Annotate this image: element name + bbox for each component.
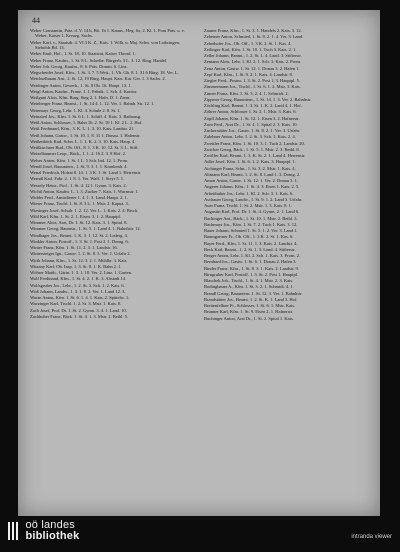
register-entry: Zwölfer Karl, Beamt. 1. 3. K. St. 2. 1. Land 4. Herrenstr. bbox=[204, 153, 306, 158]
register-entry: Weber Constantin, Präz. d. V. 14 b, Bö. 1b 1. Knaus., Heg. 6x, 2. Kl. 1. Frau Präs. u. v. Weber, Kaiser 1, Kreuzg. Sachs. bbox=[30, 28, 185, 39]
register-entry: Weinberger Franz, Beamt., 1. St. 14 4. 1. 12. Ver. 1. Bahnh. Str. 12. 1. bbox=[30, 101, 155, 107]
register-entry: Wöhrer Matth., Gärtn. 1. 3. 1. 10. Ver. 2. Linz. 1. Garten. bbox=[30, 270, 132, 276]
register-entry: Aschauer Georg, Landw., 1. St. 9. 1. 2. Land 3. Urfahr. bbox=[204, 196, 303, 202]
library-logo[interactable] bbox=[8, 520, 79, 542]
register-entry: Wimmer Alois, Arzt, Dr. 1. St. 12. Kais. 3. 1. Spital. 8. bbox=[30, 220, 128, 226]
register-entry: Bachinger Ant., Bäck., 1. St. 10. 1. Mstr. 2. Bethl. 3. bbox=[204, 215, 298, 221]
register-entry: Werndl Karl, Fabr. 2. 1. 8. 1. Ver. Waff. 1. Steyr 5. 1. bbox=[30, 176, 125, 182]
register-entry: Wenzl Friedrich, Hofrat 8. 14. 1. 3 K. 1. St. Land 1. Herrenstr. bbox=[30, 170, 142, 176]
register-entry: Bayer Ferd., Kfm. 1. St. 11. 1. 3. Kais. 2. Landstr. 4. bbox=[204, 240, 298, 246]
register-entry: Zipperer Georg, Bauuntern., 1. St. 14. 1. 3. Ver. 2. Bahnhstr. bbox=[204, 96, 312, 102]
register-entry: Zorn Ferd., Arzt Dr., 1. St. 4. 1. Spital 2. 3. Kais. 10. bbox=[204, 121, 298, 127]
register-entry: Wintersteiger Ign., Gastw. 1. 2. St. 8. 3. Ver. 1. Urfahr 2. bbox=[30, 251, 131, 257]
register-entry: Zulehner Anton, Lehr. 1. 2. St. 3. Sch. 1. Kais. 2. 4. bbox=[204, 134, 296, 140]
register-entry: Bachmayr Jos., Kfm. 1. St. 7. 2. Tuch 1. Kais. 3. 12. bbox=[204, 221, 298, 227]
register-entry: Birngruber Karl, Postoff. 1. 3. St. 2. Post 1. Hauptpl. bbox=[204, 271, 299, 277]
register-entry: Wegscheider Josef, Kfm., 1. St. 3. 7. 5 Weit., 1. Vh. Gb. 8. 1. 31 6 Bürg. 18. Ver. L. bbox=[30, 70, 179, 76]
register-entry: Amon Anton, Gastw. 1. St. 12. 1. Ver. 2. Donau 3. 1. bbox=[204, 178, 298, 183]
register-entry: Wurzinger Karl, Tischl. 1. 2. St. 3. Mstr. 1. Kais. 8. bbox=[30, 301, 122, 307]
register-entry: Wolf Ferdinand, Kfm., 1. St. 4. 2. 1. K. 3. Altstadt 14. bbox=[30, 276, 127, 282]
register-entry: Wolfsgruber Jos., Lehr., 1. 2. St. 3. Sch. 1. 2. Kais. 6. bbox=[30, 282, 125, 288]
register-entry: Auer Franz, Tischl. 1. St. 2. Mstr. 1. 3. Kais. 8. 1. bbox=[204, 203, 292, 208]
register-entry: Weißenböck Karl, Schn. L. 1. 1. K. 2. 3. 10. Kais. Haup. 4. bbox=[30, 138, 136, 144]
register-entry: Winter Franz, Kfm. 1. St. 11. 2. 3. 1. Landstr. 16. bbox=[30, 245, 118, 251]
register-entry: Witzany Karl, Ob. Insp. 1. 3. St. 8. 1. K. Bahn 2. 1. bbox=[30, 263, 122, 269]
register-entry: Brandstätter Jos., Beamt. 1. 2. St. K. 1. Land 3. Hof. bbox=[204, 296, 298, 302]
register-entry: Welser Anton, Kfm. 1. St. 1 L. 5 Sch. Ind. 12. 1. Prom. bbox=[30, 157, 129, 163]
register-entry: Zimmermann Jos., Tischl., 1. St. 6. 1. 2. Mstr. 3. Kais. bbox=[204, 84, 301, 90]
register-entry: Baumgartner Fr., Ob. Off., 1. 3 K. 2. St. 1. Kas. 6. bbox=[204, 234, 294, 240]
register-entry: Windhager Jos., Beamt. 1. K. 3. 1. 12. St. 2. Lederg. 4. bbox=[30, 232, 128, 238]
register-entry: Wöß Johann, Landw., 1. 3. 1. 8. 2. Ver. 1. Land 12. 3. bbox=[30, 288, 126, 294]
register-entry: Zach Josef, Prof. Dr. 1. St. 2. Gymn. 3. 4. 1. Land. 10. bbox=[30, 307, 127, 313]
register-entry: Weidinger Anton, Gewerb., 1. St. 8 Ob. 16. Haupt. 13. 1. bbox=[30, 82, 132, 88]
register-entry: Bodingbauer A., Kfm. 1. St. 3. 2. 1. Schmidt. 4. 1. bbox=[204, 284, 294, 290]
register-entry: Weichselbaum Ant., 2. St. 12, 19 Bürg. Haupt. Kais. Kat. Ger. 1. 3 Sachs. 2. bbox=[30, 76, 166, 82]
register-entry: Zuckerstätter Jos., Gastw. 1. St. 8. 2. 1. Ver. 3. Urfahr. bbox=[204, 128, 301, 133]
register-entry: Zöpfl Johann, Kfm. 1. St. 12. 1. Eisen 3. 2. Hafnerstr. bbox=[204, 115, 300, 121]
viewer-brand-label: intranda viewer bbox=[351, 534, 392, 540]
register-entry: Brandl Georg, Bauuntern. 1. St. 12. 3. Ver. 1. Bahnhstr. bbox=[204, 290, 303, 296]
register-entry: Blaschek Joh., Tischl., 1. St. 4. 1. Mstr. 2. 3. Kais. bbox=[204, 278, 294, 283]
register-entry: Buchinger Anton, Arzt Dr., 1. St. 2. Spital 1. Kais. bbox=[204, 315, 294, 321]
register-entry: Zwicker Georg, Bäck., 1. St. 5. 1. Mstr. 2. 3. Bethl. 8. bbox=[204, 146, 300, 152]
register-entry: Weber Karl, v., Staatsdr. 4. VI 3 K. Z., Kais. 1. Wilh. u. Maj. Schw. von Lothringen, Siebolds Bd. 13. bbox=[30, 39, 180, 51]
register-entry: Weinzierl Jos., Kfm. 1. St. 6 L. 1. Schiff. 4. Kais. 3. Rathausg. bbox=[30, 113, 142, 119]
register-entry: Weixelbaumer Leop., Bäck., 1. 1. 2. 16 2. 3. 9 Hof. 2. bbox=[30, 151, 126, 157]
register-entry: Zeller Johann, Beamt., 1. 2. St. 1. 4. Land. 3. Stifterstr. bbox=[204, 53, 302, 58]
register-entry: Wessely Heinr., Prof., 1. St. 4. 12 1. Gymn. 3. Kais. 2. bbox=[30, 182, 127, 188]
register-entry: Bernhard Jos., Gastw. 1. St. 6. 1. Donau 2. Hafen 3. bbox=[204, 259, 297, 265]
register-entry: Weber Franz, Kaufm., 1. St. 8 L. Scheibe. Bürgerh. 3 L. 3. 12. Ring. Handel. bbox=[30, 57, 168, 63]
logo-text-line2: bibliothek bbox=[25, 530, 80, 542]
register-entry: Weilguni Alois, Kfm. Burg. Steg 2. 1. Hafn. D. 1. Zentr. bbox=[30, 95, 131, 101]
register-entry: Ziegler Ferd., Postm. 1. 3. St. 2. Post 1. 3. Hauptpl. 5. bbox=[204, 78, 300, 83]
register-entry: Arbeithuber Jos., Lehr. 1. Kl. 2. Sch. 3. 1. Kais. 6. bbox=[204, 190, 294, 196]
register-entry: Augustin Karl, Prof. Dr. 1. St. 4. Gymn. 2. 1. Land 6. bbox=[204, 209, 300, 215]
register-entry: Wirth Johann, Kfm., 1. St. 12. 3. 2. 1. Mühlkr. 3. Kais. bbox=[30, 257, 128, 263]
register-entry: Weiß Anton, Schlosser, 1. Bahn 16. 2. St. 10 1. Kl. 2 L. 2. Hof. bbox=[30, 120, 143, 126]
register-entry: Zöhrer Anton, Schlosser 1. St. 2. 1. Mstr. 3. Kais. 6. bbox=[204, 109, 297, 115]
register-entry: Widder Ferd., Amtsdiener 1. 4. 1. 3. Land. Haupt. 2. 1. bbox=[30, 195, 128, 201]
register-entry: Wendl Josef, Bauuntern., 1. St. 9. 3. 1. 1. Krankenh. 4. bbox=[30, 163, 128, 169]
register-entry: Weiß Ferdinand, Kfm., 3. K. L. 1. 3. 10. Kais. Landstr. 21. bbox=[30, 126, 135, 132]
register-entry: Zauner Franz, Kfm., 1. St. 3. 1. Handels 2. Kais. 3. 12. bbox=[204, 28, 302, 33]
library-logo-icon bbox=[8, 522, 18, 540]
register-entry: Winkler Anton, Postoff., 1. 3. St. 1. Post 2. 1. Domg. 6. bbox=[30, 238, 129, 244]
register-entry: Aichinger Franz, Schn., 1. St. 3. 2. Mstr. 1. Kais. 4. bbox=[204, 165, 296, 171]
logo-text-line1: oö landes bbox=[25, 519, 75, 531]
register-entry: Weiß Johann, Gastw., 1. St. 10. 1. 8. 11 1. Donau. 1. Hafenstr. bbox=[30, 132, 141, 138]
left-text-column bbox=[30, 28, 190, 492]
register-entry: Weber Joh. Georg, Kaufm., 8. 6. Präs. Domin. 6. Linz. bbox=[30, 63, 128, 69]
register-entry: Zinner Franz, Kfm. 1. St. 3. 2. 4. 1. Schmidt. 2. bbox=[204, 90, 289, 96]
register-entry: Zwettler Franz, Kfm. 1. St. 10. 3. 1. Tuch 2. Landstr. 20. bbox=[204, 140, 305, 146]
register-entry: Altmann Karl, Beamt. 1. 2. St. 8. Land 1. 3. Domg. 2. bbox=[204, 171, 301, 177]
register-entry: Wichtl Anton, Kaufm. L. 1. 3. Zucker 7. Kais. 1. Wurmstr. 1. bbox=[30, 188, 139, 194]
register-entry: Weber Emil, Hof., 1. St. 18, 10. Staatsrat, Kaiser Thronf. 1. bbox=[30, 51, 136, 57]
register-entry: Wimmer Georg, Baumstr., 1. St. 5. 1. Land 4. 1. Bahnhstr. 12. bbox=[30, 226, 141, 232]
register-entry: Zenz Anton, Gastw. 1. St. 12. 1. Donau 3. 2. Hafen 1. bbox=[204, 65, 300, 71]
register-entry: Weinmayr Georg, Lehr. 1. Kl. 4. Schule 2. 8. St. 1. bbox=[30, 107, 121, 113]
right-text-column bbox=[204, 28, 364, 492]
register-entry: Bauer Johann, Schmied 1. St. 5. 1. 2. Ver. 3. Land 1. bbox=[204, 228, 298, 233]
register-entry: Zehethofer Jos., Ob. Off., 1. 3 K. 2. St. 1. Kas. 4. bbox=[204, 40, 292, 46]
register-entry: Zöchling Karl, Beamt. 1. 3. St. 1. K. 2. Land 4. 1. Hof. bbox=[204, 103, 302, 108]
register-entry: Adler Josef, Kfm. 1. St. 6. 1. 2. Kais. 3. Hauptpl. 1. bbox=[204, 159, 296, 165]
register-entry: Berger Anton, Lehr. 1. Kl. 2. Sch. 1. Kais. 3. Prom. 2. bbox=[204, 253, 300, 258]
register-entry: Wild Karl, Kfm. 1. St. 2. 1. Eisen. 3. 1. 2. Hauptpl. bbox=[30, 213, 121, 219]
register-entry: Zepf Karl, Kfm., 1. St. 9. 2. 1. Kais. 4. Landstr. 8. bbox=[204, 71, 293, 77]
register-entry: Brunner Karl, Kfm. 1. St. 9. Eisen 2. 1. Hafnerstr. bbox=[204, 309, 293, 315]
register-entry: Breitenfellner Fr., Schlosser, 1. St. 6. 1. Mstr. Kais. bbox=[204, 303, 296, 308]
page-number: 44 bbox=[32, 16, 40, 25]
register-entry: Zachhuber Franz, Bäck. 1. St. 4. 1. 3. Mstr. 2. Bethl. 5. bbox=[30, 313, 128, 319]
register-entry: Wiesinger Josef, Schulr. 1. 2. 12. Ver. L. 1. Kais. 2. 4. Bisch. bbox=[30, 207, 139, 213]
register-entry: Wurm Anton, Kfm. 1. St. 6. 1. 4. 1. Kais. 2. Spittelw. 1. bbox=[30, 295, 130, 301]
register-entry: Angerer Johann, Kfm., 1. St. 4. 3. Eisen 1. Kais. 2. 5. bbox=[204, 184, 300, 190]
register-entry: Weißkirchner Rud., Ob. Off., 8. 1. 3 K. 10. 12. St. 3. L. Stift. bbox=[30, 145, 139, 151]
register-entry: Zehetner Anton, Schmied, 1. St. 8. 2. 1. 4. Ver. 3. Land. bbox=[204, 34, 304, 40]
register-entry: Wieser Franz, Tischl. 1. St. 8. 3 L. 1. Mstr. 2. Kapuz. 3. bbox=[30, 201, 129, 207]
register-entry: Zeilinger Karl, Kfm. 1. St. 10. 1. Tuch 3. Kais. 2. 1. bbox=[204, 46, 297, 52]
register-entry: Binder Franz, Kfm., 1. St. 8. 3. 1. Kais. 2. Landstr. 9. bbox=[204, 265, 299, 271]
register-entry: Beck Karl, Beamt., 1. 2. St. 1. 3. Land. 4. Stifterstr. bbox=[204, 246, 296, 252]
register-entry: Zemann Alois, Lehr. 1. Kl. 2. 1. Sch. 3. Kais. 2. Prom. bbox=[204, 59, 302, 65]
scanned-page[interactable] bbox=[18, 10, 380, 516]
register-entry: Weigl Anton, Kaufm., Franz. 1. 1. Fabrik. 1. Sch. 4. Kontor. bbox=[30, 88, 138, 94]
